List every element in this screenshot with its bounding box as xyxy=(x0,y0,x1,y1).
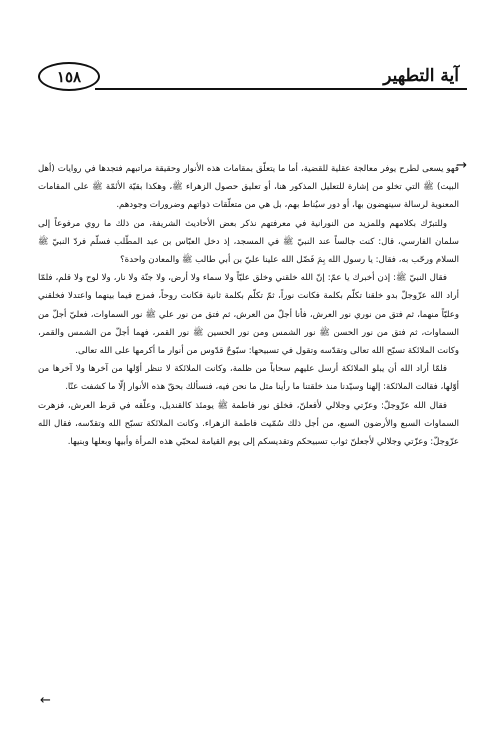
chapter-title: آية التطهير xyxy=(383,66,459,86)
paragraph: وللتبرّك بكلامهم وللمزيد من النورانية في معرفتهم نذكر بعض الأحاديث الشريفة، من ذلك ما روي مرفوعاً إلى سلمان الفارسي، قال: كنت جالساً عند النبيّ ﷺ في المسجد، إذ دخل العبّاس بن عبد المطّلب فسلّم فردّ النبيّ ﷺ السلام ورحّب به، فقال: يا رسول الله بِمَ فَضّل الله علينا عليّ بن أبي طالب ﷺ والمعادن واحدة؟ xyxy=(38,218,459,266)
main-text xyxy=(38,160,459,451)
page-end-arrow-icon: ← xyxy=(40,693,51,708)
paragraph: فلمّا أراد الله أن يبلو الملائكة أرسل عليهم سحاباً من ظلمة، وكانت الملائكة لا تنظر أوّلها من آخرها ولا آخرها من أوّلها، فقالت الملائكة: إلهنا وسيّدنا منذ خلقتنا ما رأينا مثل ما نحن فيه، فنسألك بحقّ هذه الأنوار إلّا ما كشفت عنّا. xyxy=(38,364,459,393)
paragraph: فقال الله عزّوجلّ: وعزّتي وجلالي لأفعلنّ، فخلق نور فاطمة ﷺ يومئذ كالقنديل، وعلّقه في قرط العرش، فزهرت السماوات السبع والأرضون السبع، من أجل ذلك سُمّيت فاطمة الزهراء. وكانت الملائكة تسبّح الله وتقدّسه، فقال الله عزّوجلّ: وعزّتي وجلالي لأجعلنّ ثواب تسبيحكم وتقديسكم إلى يوم القيامة لمحبّي هذه المرأة وأبيها وبعلها وبنيها. xyxy=(38,400,459,448)
page-number: ١٥٨ xyxy=(56,67,82,86)
continuation-arrow-icon: → xyxy=(456,158,467,173)
header-divider xyxy=(95,88,467,90)
page-number-badge xyxy=(38,62,100,91)
paragraph: فهو يسعى لطرح يوفر معالجة عقلية للقضية، أما ما يتعلّق بمقامات هذه الأنوار وحقيقة مراتبهم فتجدها في روايات (أهل البيت) ﷺ التي تخلو من إشارة للتعليل المذكور هنا، أو تعليق حصول الزهراء ﷺ، وهكذا بقيّة الأئمّة ﷺ على المقامات المعنوية لرسالة سينهضون بها، أو دور سيُناط بهم، بل هي من متعلّقات ذواتهم وضرورات وجودهم. xyxy=(38,164,459,211)
paragraph: فقال النبيّ ﷺ: إذن أخبرك يا عمّ: إنّ الله خلقني وخلق عليّاً ولا سماء ولا أرض، ولا جنّة ولا نار، ولا لوح ولا قلم، فلمّا أراد الله عزّوجلّ بدو خلقنا تكلّم بكلمة فكانت نوراً، ثمّ تكلّم بكلمة ثانية فكانت روحاً، فمزج فيما بينهما واعتدلا فخلقني وعليّاً منهما، ثم فتق من نوري نور العرش، فأنا أجلّ من العرش، ثم فتق من نور علي ﷺ نور السماوات، فعليّ أجلّ من السماوات، ثم فتق من نور الحسن ﷺ نور الشمس ومن نور الحسين ﷺ نور القمر، فهما أجلّ من الشمس والقمر، وكانت الملائكة تسبّح الله تعالى وتقدّسه وتقول في تسبيحها: سبّوحٌ قدّوس من أنوار ما أكرمها على الله تعالى. xyxy=(38,273,459,357)
